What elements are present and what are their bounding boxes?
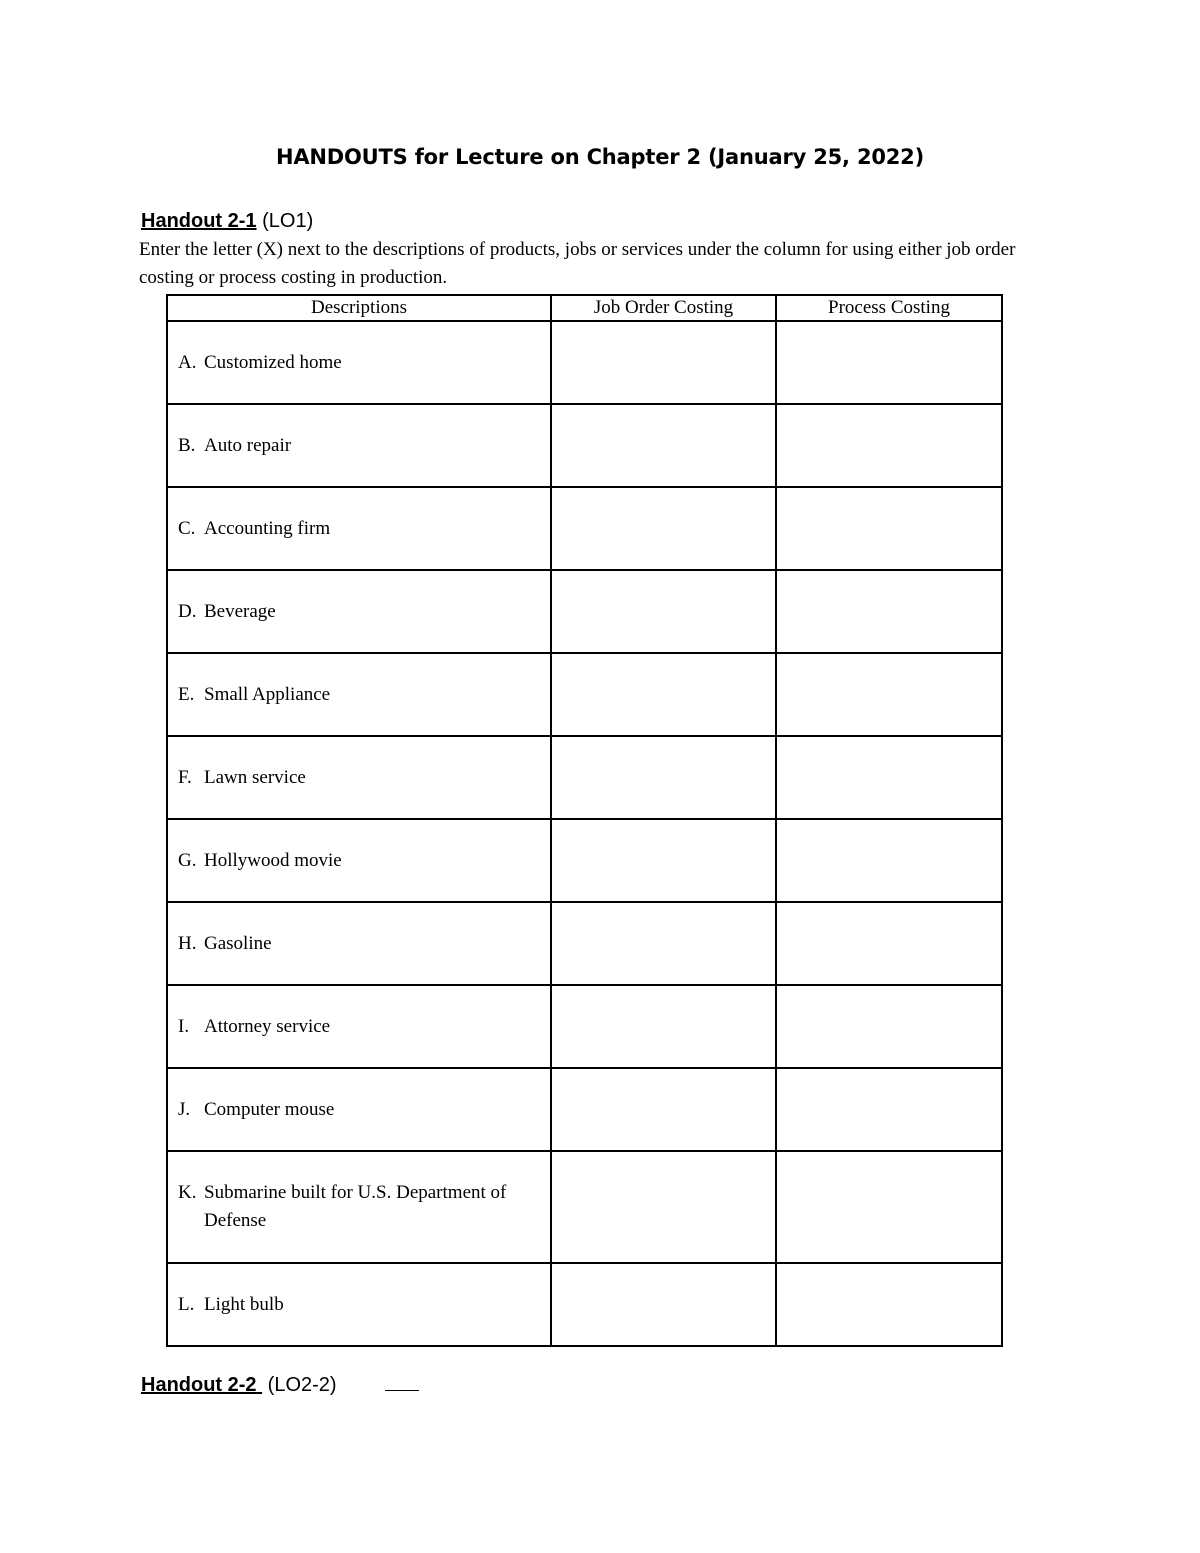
description-cell (167, 487, 551, 570)
item-description: Small Appliance (204, 683, 331, 705)
description-cell (167, 1068, 551, 1151)
page-title: HANDOUTS for Lecture on Chapter 2 (January 25, 2022) (276, 145, 924, 169)
job-order-answer-cell[interactable] (551, 404, 776, 487)
item-description: Gasoline (204, 932, 272, 954)
item-description: Submarine built for U.S. Department of Defense (204, 1182, 507, 1231)
table-header-row (167, 295, 1002, 321)
table-row (167, 653, 1002, 736)
item-description: Customized home (204, 351, 342, 373)
item-description: Beverage (204, 600, 276, 622)
table-row (167, 736, 1002, 819)
table-row (167, 1151, 1002, 1263)
answer-blank[interactable] (385, 1372, 419, 1391)
table-row (167, 570, 1002, 653)
table-row (167, 902, 1002, 985)
job-order-answer-cell[interactable] (551, 570, 776, 653)
description-cell (167, 985, 551, 1068)
table-row (167, 487, 1002, 570)
description-cell (167, 1151, 551, 1263)
job-order-answer-cell[interactable] (551, 985, 776, 1068)
item-letter: G. (178, 849, 197, 871)
process-answer-cell[interactable] (776, 570, 1002, 653)
description-cell (167, 321, 551, 404)
handout-2-2-title: Handout 2-2 (141, 1374, 263, 1396)
description-cell (167, 570, 551, 653)
process-answer-cell[interactable] (776, 321, 1002, 404)
costing-classification-table (166, 294, 1003, 1347)
process-answer-cell[interactable] (776, 1151, 1002, 1263)
description-cell (167, 1263, 551, 1346)
item-letter: H. (178, 932, 197, 954)
item-letter: K. (178, 1182, 197, 1203)
item-letter: L. (178, 1293, 195, 1315)
job-order-answer-cell[interactable] (551, 1263, 776, 1346)
job-order-answer-cell[interactable] (551, 321, 776, 404)
table-row (167, 1068, 1002, 1151)
job-order-answer-cell[interactable] (551, 736, 776, 819)
item-letter: E. (178, 683, 195, 705)
item-description: Light bulb (204, 1293, 284, 1315)
process-answer-cell[interactable] (776, 404, 1002, 487)
process-answer-cell[interactable] (776, 1068, 1002, 1151)
item-letter: A. (178, 351, 197, 373)
item-letter: C. (178, 517, 196, 539)
process-answer-cell[interactable] (776, 985, 1002, 1068)
handout-2-1-heading (141, 210, 313, 233)
process-answer-cell[interactable] (776, 1263, 1002, 1346)
process-answer-cell[interactable] (776, 902, 1002, 985)
item-letter: F. (178, 766, 192, 788)
item-description: Attorney service (204, 1015, 331, 1037)
handout-2-1-title: Handout 2-1 (141, 210, 257, 232)
item-description: Computer mouse (204, 1098, 335, 1120)
table-row (167, 985, 1002, 1068)
description-cell (167, 819, 551, 902)
description-cell (167, 653, 551, 736)
process-answer-cell[interactable] (776, 653, 1002, 736)
table-row (167, 1263, 1002, 1346)
item-description: Accounting firm (204, 517, 331, 539)
item-letter: I. (178, 1015, 190, 1037)
process-answer-cell[interactable] (776, 819, 1002, 902)
handout-2-1-instructions: Enter the letter (X) next to the descriptions of products, jobs or services under the column for using either job order costing or process costing in production. (139, 239, 1016, 288)
item-letter: J. (178, 1098, 191, 1120)
job-order-answer-cell[interactable] (551, 819, 776, 902)
handout-2-2-objective: (LO2-2) (262, 1374, 337, 1396)
item-description: Auto repair (204, 434, 292, 456)
handout-2-2-heading (141, 1372, 419, 1397)
item-letter: B. (178, 434, 196, 456)
job-order-answer-cell[interactable] (551, 1068, 776, 1151)
table-row (167, 819, 1002, 902)
process-answer-cell[interactable] (776, 736, 1002, 819)
column-header-job-order-costing: Job Order Costing (551, 295, 776, 321)
process-answer-cell[interactable] (776, 487, 1002, 570)
description-cell (167, 736, 551, 819)
job-order-answer-cell[interactable] (551, 653, 776, 736)
table-row (167, 321, 1002, 404)
job-order-answer-cell[interactable] (551, 902, 776, 985)
column-header-descriptions: Descriptions (167, 295, 551, 321)
item-letter: D. (178, 600, 197, 622)
item-description: Hollywood movie (204, 849, 342, 871)
description-cell (167, 404, 551, 487)
handout-2-1-objective: (LO1) (256, 210, 314, 232)
item-description: Lawn service (204, 766, 306, 788)
column-header-process-costing: Process Costing (776, 295, 1002, 321)
table-row (167, 404, 1002, 487)
job-order-answer-cell[interactable] (551, 1151, 776, 1263)
description-cell (167, 902, 551, 985)
job-order-answer-cell[interactable] (551, 487, 776, 570)
